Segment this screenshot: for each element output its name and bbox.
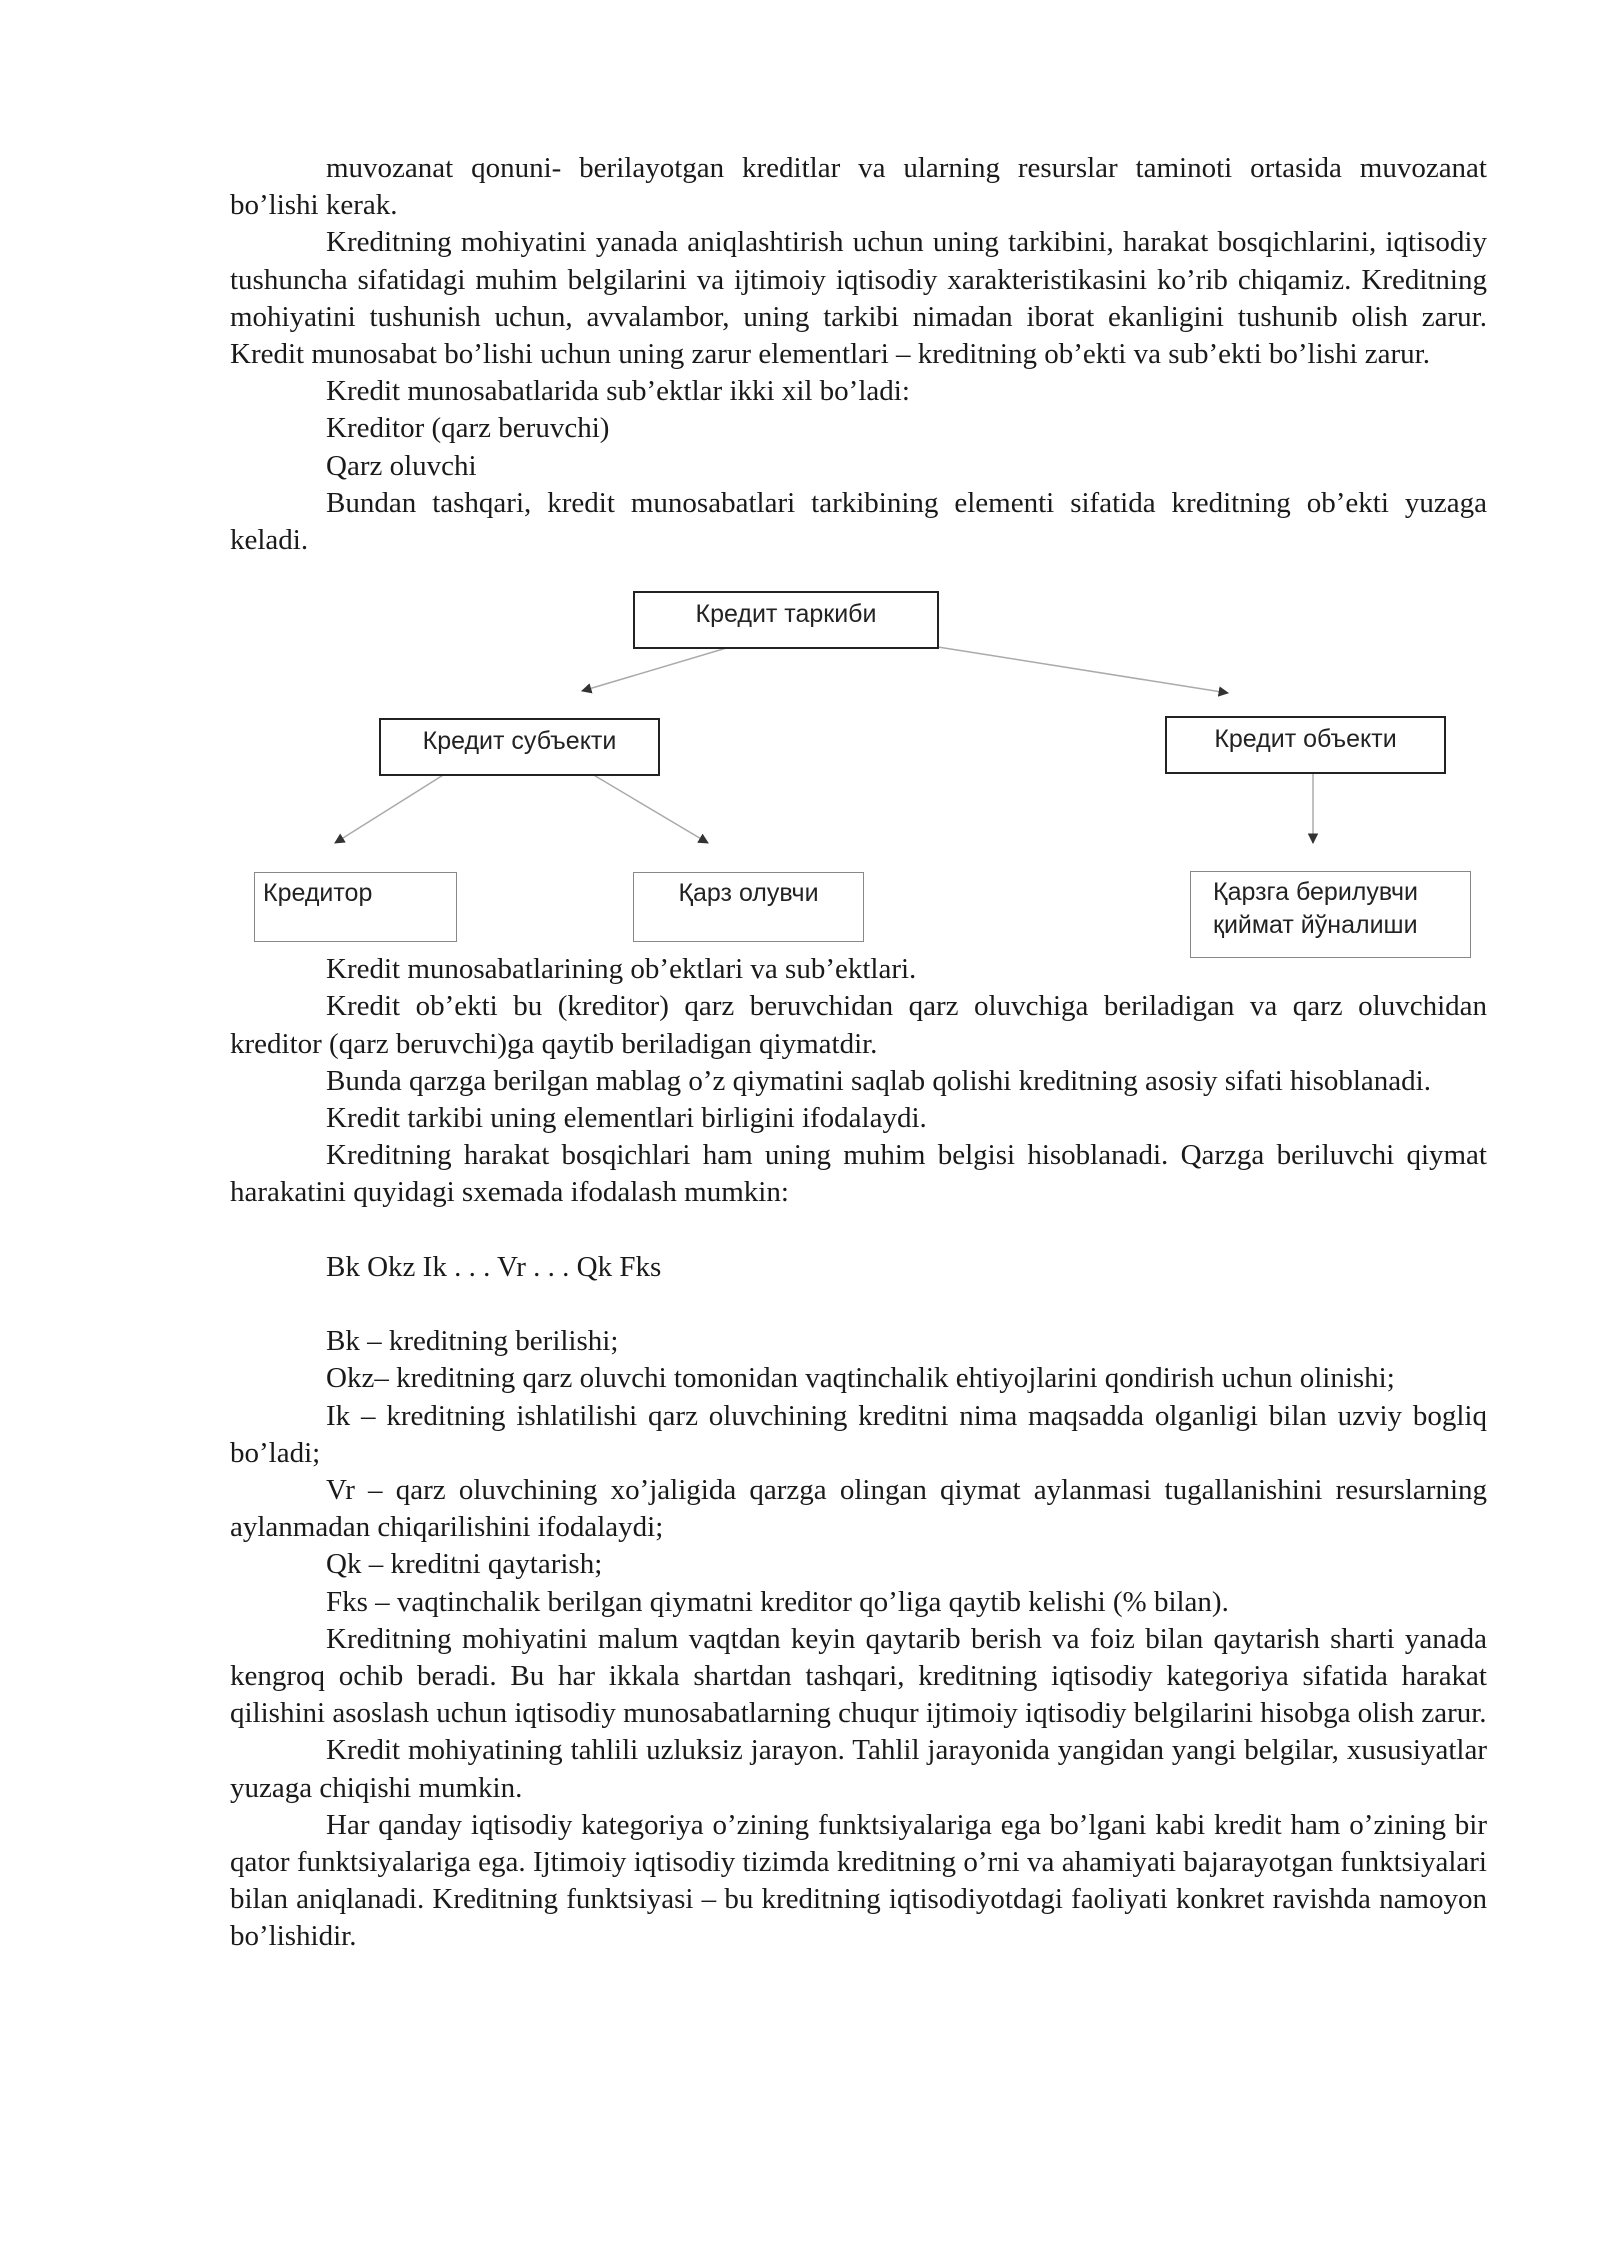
connector-root-object	[900, 641, 1228, 693]
paragraphs-bottom	[230, 951, 1487, 1955]
paragraph-13: Kredit mohiyatining tahlili uzluksiz jarayon. Tahlil jarayonida yangidan yangi belgilar, xususiyatlar yuzaga chiqishi mumkin.	[230, 1734, 1487, 1804]
paragraph-10: Kredit tarkibi uning elementlari birligini ifodalaydi.	[326, 1102, 927, 1135]
paragraph-9: Bunda qarzga berilgan mablag o’z qiymatini saqlab qolishi kreditning asosiy sifati hisoblanadi.	[326, 1064, 1431, 1097]
definition-bk: Bk – kreditning berilishi;	[326, 1325, 619, 1358]
paragraph-12: Kreditning mohiyatini malum vaqtdan keyin qaytarib berish va foiz bilan qaytarish sharti yanada kengroq ochib beradi. Bu har ikkala shartdan tashqari, kreditning iqtisodiy kategoriya sifatida harakat qilishini asoslash uchun iqtisodiy munosabatlarning chuqur ijtimoiy iqtisodiy belgilarini hisobga olish zarur.	[230, 1622, 1487, 1730]
diagram-node-direction	[1190, 871, 1471, 958]
direction-line-1: Қарзга берилувчи	[1213, 878, 1419, 907]
definition-okz: Okz– kreditning qarz oluvchi tomonidan vaqtinchalik ehtiyojlarini qondirish uchun olinishi;	[326, 1362, 1395, 1395]
paragraph-7: Kredit munosabatlarining ob’ektlari va sub’ektlari.	[326, 953, 917, 986]
paragraph-6: Bundan tashqari, kredit munosabatlari tarkibining elementi sifatida kreditning ob’ekti yuzaga keladi.	[230, 486, 1487, 557]
definition-qk: Qk – kreditni qaytarish;	[326, 1548, 603, 1581]
formula-line: Bk Okz Ik . . . Vr . . . Qk Fks	[326, 1250, 662, 1283]
paragraph-14: Har qanday iqtisodiy kategoriya o’zining funktsiyalariga ega bo’lgani kabi kredit ham o’zining bir qator funktsiyalariga ega. Ijtimoiy iqtisodiy tizimda kreditning o’rni va ahamiyati bajarayotgan funktsiyalari bilan aniqlanadi. Kreditning funktsiyasi – bu kreditning iqtisodiyotdagi faoliyati konkret ravishda namoyon bo’lishidir.	[230, 1808, 1487, 1953]
blank-line	[230, 1212, 1487, 1249]
paragraph-8: Kredit ob’ekti bu (kreditor) qarz beruvchidan qarz oluvchiga beriladigan va qarz oluvchidan kreditor (qarz beruvchi)ga qaytib beriladigan qiymatdir.	[230, 990, 1487, 1060]
diagram-node-object: Кредит объекти	[1165, 716, 1446, 774]
blank-line	[230, 1286, 1487, 1323]
diagram-node-subject: Кредит субъекти	[379, 718, 660, 776]
direction-line-2: қиймат йўналиши	[1213, 911, 1418, 940]
paragraph-2: Kreditning mohiyatini yanada aniqlashtirish uchun uning tarkibini, harakat bosqichlarini, iqtisodiy tushuncha sifatidagi muhim belgilarini va ijtimoiy iqtisodiy xarakteristikasini ko’rib chiqamiz. Kreditning mohiyatini tushunish uchun, avvalambor, uning tarkibi nimadan iborat ekanligini tushunib olish zarur. Kredit munosabat bo’lishi uchun uning zarur elementlari – kreditning ob’ekti va sub’ekti bo’lishi zarur.	[230, 226, 1487, 371]
paragraph-4: Kreditor (qarz beruvchi)	[326, 412, 610, 445]
definition-ik: Ik – kreditning ishlatilishi qarz oluvchining kreditni nima maqsadda olganligi bilan uzviy bogliq bo’ladi;	[230, 1399, 1487, 1469]
paragraph-3: Kredit munosabatlarida sub’ektlar ikki xil bo’ladi:	[326, 375, 910, 408]
diagram-node-borrower: Қарз олувчи	[633, 872, 864, 942]
paragraph-11: Kreditning harakat bosqichlari ham uning muhim belgisi hisoblanadi. Qarzga beriluvchi qiymat harakatini quyidagi sxemada ifodalash mumkin:	[230, 1139, 1487, 1209]
definition-fks: Fks – vaqtinchalik berilgan qiymatni kreditor qo’liga qaytib kelishi (% bilan).	[326, 1585, 1229, 1618]
credit-structure-diagram	[230, 577, 1487, 959]
definition-vr: Vr – qarz oluvchining xo’jaligida qarzga olingan qiymat aylanmasi tugallanishini resurslarning aylanmadan chiqarilishini ifodalaydi;	[230, 1474, 1487, 1544]
diagram-node-creditor: Кредитор	[254, 872, 457, 942]
diagram-node-root: Кредит таркиби	[633, 591, 939, 649]
paragraph-5: Qarz oluvchi	[326, 449, 477, 482]
paragraph-1: muvozanat qonuni- berilayotgan kreditlar va ularning resurslar taminoti ortasida muvozanat bo’lishi kerak.	[230, 152, 1487, 222]
document-page	[230, 150, 1487, 1956]
